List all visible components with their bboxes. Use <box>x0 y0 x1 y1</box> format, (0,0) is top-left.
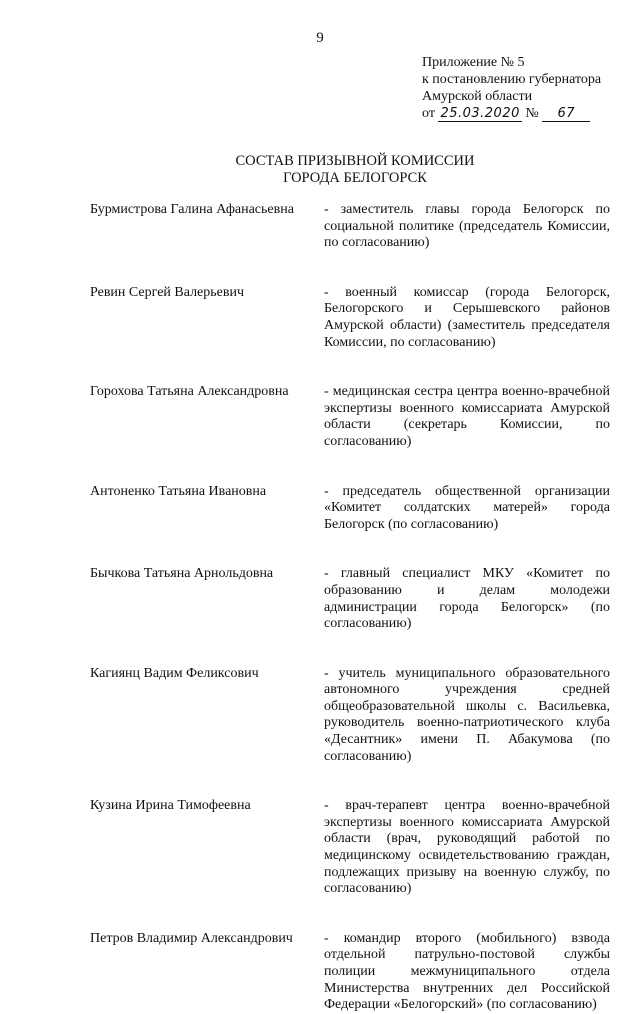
appendix-line-1: Приложение № 5 <box>422 55 525 70</box>
handwritten-date: 25.03.2020 <box>440 106 520 121</box>
member-role: - главный специалист МКУ «Комитет по образованию и делам молодежи администрации города Белогорск» (по согласованию) <box>324 566 610 632</box>
member-role: - председатель общественной организации «Комитет солдатских матерей» города Белогорск (по согласованию) <box>324 483 610 532</box>
member-name: Ревин Сергей Валерьевич <box>90 284 245 300</box>
member-name: Бычкова Татьяна Арнольдовна <box>90 566 274 582</box>
date-prefix: от <box>422 106 435 121</box>
appendix-line-2: к постановлению губернатора <box>422 72 602 87</box>
member-row <box>90 202 610 252</box>
members-list <box>90 202 610 1014</box>
member-name: Горохова Татьяна Александровна <box>90 384 289 400</box>
title-line-1: СОСТАВ ПРИЗЫВНОЙ КОМИССИИ <box>235 153 475 169</box>
member-row <box>90 931 610 1014</box>
title-line-2: ГОРОДА БЕЛОГОРСК <box>283 170 427 186</box>
member-role: - учитель муниципального образовательного автономного учреждения средней общеобразовательной школы с. Васильевка, руководитель военно-патриотического клуба «Десантник» имени П. Абакумова (по согласованию) <box>324 665 610 764</box>
member-role: - врач-терапевт центра военно-врачебной экспертизы военного комиссариата Амурской области (врач, руководящий работой по медицинскому освидетельствованию граждан, подлежащих призыву на военную службу, по согласованию) <box>324 798 610 897</box>
member-row <box>90 384 610 450</box>
appendix-header <box>422 54 601 122</box>
member-role: - военный комиссар (города Белогорск, Белогорского и Серышевского районов Амурской области) (заместитель председателя Комиссии, по согласованию) <box>324 284 610 350</box>
member-name: Бурмистрова Галина Афанасьевна <box>90 202 294 217</box>
document-title <box>0 153 640 187</box>
member-name: Петров Владимир Александрович <box>90 930 293 946</box>
member-row <box>90 566 610 632</box>
appendix-line-3: Амурской области <box>422 89 533 104</box>
member-row <box>90 666 610 766</box>
member-row <box>90 798 610 898</box>
member-name: Кагиянц Вадим Феликсович <box>90 665 259 681</box>
member-role: - заместитель главы города Белогорск по социальной политике (председатель Комиссии, по согласованию) <box>324 202 610 251</box>
member-name: Кузина Ирина Тимофеевна <box>90 798 251 814</box>
member-row <box>90 484 610 534</box>
member-row <box>90 285 610 351</box>
appendix-date-line <box>422 105 601 122</box>
handwritten-number: 67 <box>542 107 590 122</box>
member-role: - командир второго (мобильного) взвода отдельной патрульно-постовой службы полиции межмуниципального отдела Министерства внутренних дел Российской Федерации «Белогорский» (по согласованию) <box>324 930 610 1013</box>
member-name: Антоненко Татьяна Ивановна <box>90 483 267 499</box>
member-role: - медицинская сестра центра военно-врачебной экспертизы военного комиссариата Амурской области (секретарь Комиссии, по согласованию) <box>324 384 610 449</box>
page-number: 9 <box>316 30 324 46</box>
number-label: № <box>525 106 539 121</box>
